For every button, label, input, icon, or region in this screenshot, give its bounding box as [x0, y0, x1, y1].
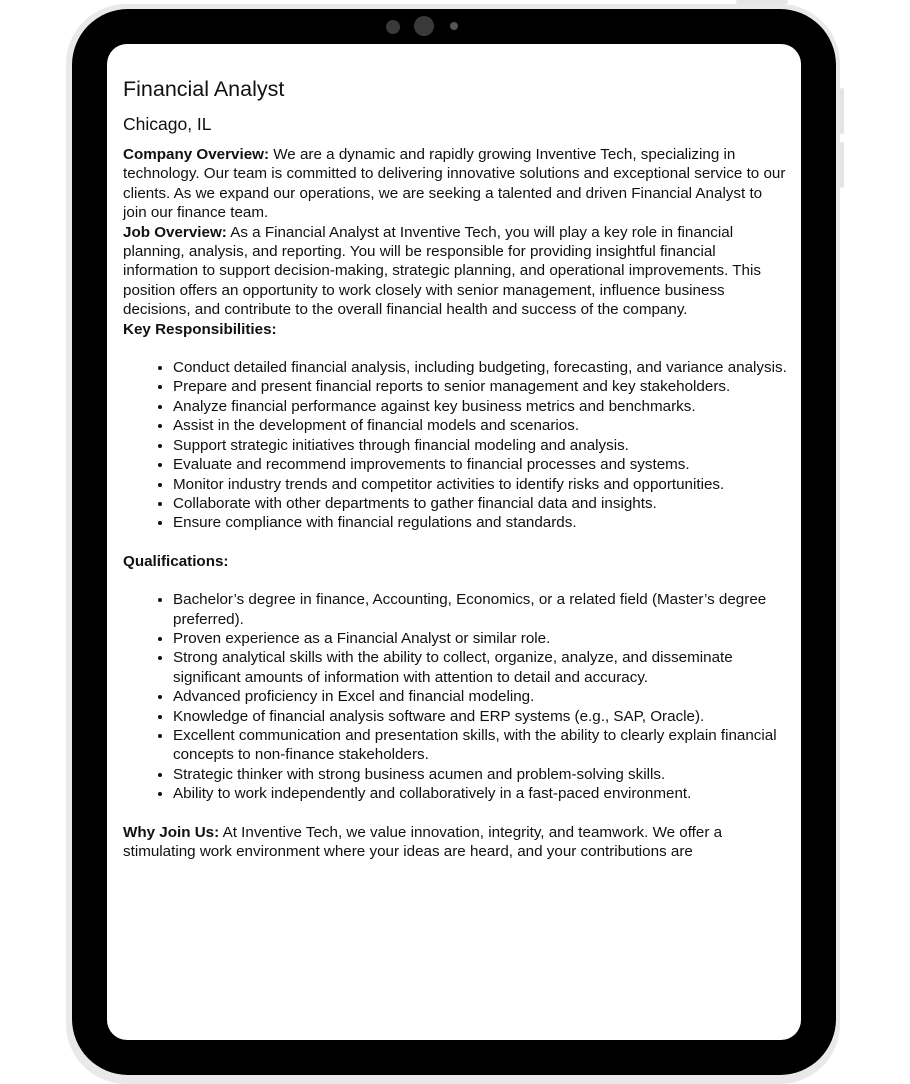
list-item: • Excellent communication and presentation skills, with the ability to clearly explain financial concepts to non-finance stakeholders.	[173, 726, 788, 765]
power-button	[736, 0, 788, 4]
list-item: • Ensure compliance with financial regulations and standards.	[173, 513, 788, 532]
list-item: • Analyze financial performance against key business metrics and benchmarks.	[173, 397, 788, 416]
camera-lens-icon	[414, 16, 434, 36]
company-overview-label: Company Overview:	[123, 146, 270, 163]
volume-down-button	[840, 142, 844, 188]
list-item: • Knowledge of financial analysis software and ERP systems (e.g., SAP, Oracle).	[173, 707, 788, 726]
camera-sensor-icon	[386, 20, 400, 34]
list-item: • Advanced proficiency in Excel and financial modeling.	[173, 687, 788, 706]
qualifications-heading: Qualifications:	[123, 552, 229, 570]
list-item: • Bachelor’s degree in finance, Accounting, Economics, or a related field (Master’s degree preferred).	[173, 590, 788, 629]
responsibilities-list	[123, 358, 788, 533]
job-overview-paragraph	[123, 223, 788, 320]
list-item: • Strategic thinker with strong business acumen and problem-solving skills.	[173, 765, 788, 784]
why-join-label: Why Join Us:	[123, 823, 220, 841]
list-item: • Monitor industry trends and competitor activities to identify risks and opportunities.	[173, 475, 788, 494]
list-item: • Assist in the development of financial models and scenarios.	[173, 416, 788, 435]
job-title: Financial Analyst	[123, 77, 285, 101]
list-item: • Evaluate and recommend improvements to financial processes and systems.	[173, 455, 788, 474]
camera-flash-icon	[450, 22, 458, 30]
job-location: Chicago, IL	[123, 114, 212, 134]
why-join-text: At Inventive Tech, we value innovation, integrity, and teamwork. We offer a stimulating work environment where your ideas are heard, and your contributions are	[123, 823, 723, 860]
why-join-paragraph	[123, 823, 788, 862]
job-overview-label: Job Overview:	[123, 223, 227, 241]
company-overview-text: We are a dynamic and rapidly growing Inventive Tech, specializing in technology. Our team is committed to delivering innovative solutions and exceptional service to our clients. As we expand our operations, we are seeking a talented and driven Financial Analyst to join our finance team.	[123, 146, 786, 222]
list-item: • Prepare and present financial reports to senior management and key stakeholders.	[173, 377, 788, 396]
volume-up-button	[840, 88, 844, 134]
list-item: • Ability to work independently and collaboratively in a fast-paced environment.	[173, 784, 788, 803]
tablet-screen[interactable]	[107, 44, 801, 1040]
company-overview-paragraph	[123, 145, 788, 223]
list-item: • Support strategic initiatives through financial modeling and analysis.	[173, 436, 788, 455]
list-item: • Strong analytical skills with the ability to collect, organize, analyze, and disseminate significant amounts of information with attention to detail and accuracy.	[173, 648, 788, 687]
job-posting	[123, 76, 788, 861]
responsibilities-heading: Key Responsibilities:	[123, 320, 277, 338]
qualifications-list	[123, 590, 788, 803]
list-item: • Proven experience as a Financial Analyst or similar role.	[173, 629, 788, 648]
list-item: • Conduct detailed financial analysis, including budgeting, forecasting, and variance analysis.	[173, 358, 788, 377]
job-overview-text: As a Financial Analyst at Inventive Tech, you will play a key role in financial planning, analysis, and reporting. You will be responsible for providing insightful financial information to support decision-making, strategic planning, and operational improvements. This position offers an opportunity to work closely with senior management, influence business decisions, and contribute to the overall financial health and success of the company.	[123, 223, 761, 319]
list-item: • Collaborate with other departments to gather financial data and insights.	[173, 494, 788, 513]
